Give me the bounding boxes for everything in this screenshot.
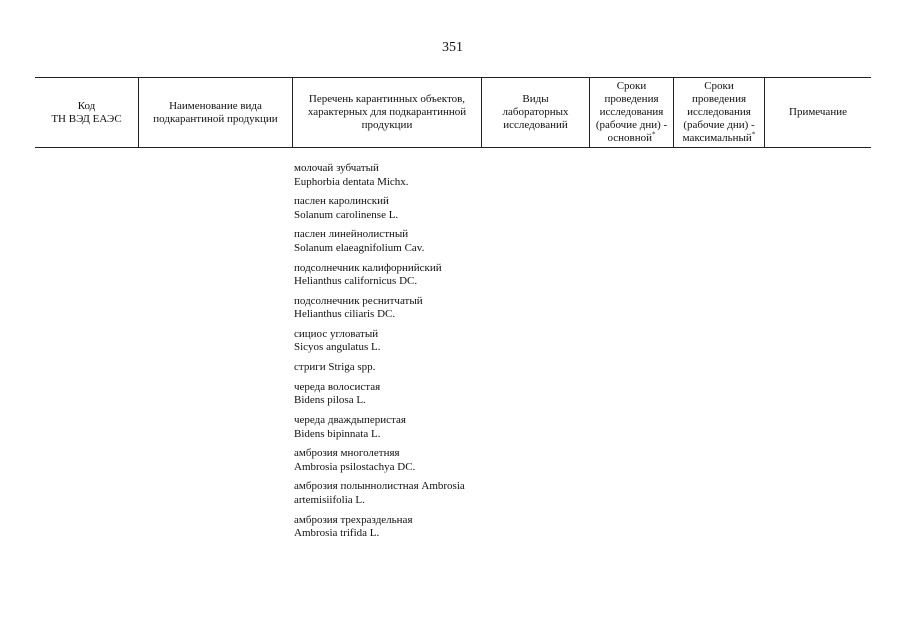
list-item: [294, 381, 494, 408]
header-product-name: Наименование вида подкарантиной продукции: [138, 78, 292, 147]
species-latin-name: Solanum elaeagnifolium Cav.: [294, 241, 425, 254]
species-latin-name: artemisiifolia L.: [294, 493, 365, 506]
list-item: [294, 480, 494, 507]
list-item: [294, 228, 494, 255]
header-lab-research: Виды лабораторных исследований: [481, 78, 589, 147]
page-number: 351: [442, 40, 463, 55]
species-common-name: череда дваждыперистая: [294, 414, 406, 426]
species-common-name: молочай зубчатый: [294, 162, 379, 174]
list-item: [294, 295, 494, 322]
list-item: [294, 447, 494, 474]
header-term-max-text: Сроки проведения исследования (рабочие дни) - максимальный: [682, 80, 755, 144]
footnote-mark: *: [751, 130, 756, 139]
species-latin-name: Ambrosia psilostachya DC.: [294, 460, 416, 473]
table-header: [35, 77, 871, 148]
header-term-max: [673, 78, 764, 147]
list-item: [294, 414, 494, 441]
species-latin-name: Sicyos angulatus L.: [294, 341, 381, 354]
species-common-name: стриги Striga spp.: [294, 361, 376, 374]
header-code: Код ТН ВЭД ЕАЭС: [51, 99, 122, 125]
species-common-name: череда волосистая: [294, 380, 381, 393]
header-quarantine-objects: Перечень карантинных объектов, характерных для подкарантинной продукции: [292, 78, 481, 147]
species-common-name: паслен линейнолистный: [294, 228, 409, 241]
species-list: [294, 162, 494, 547]
species-common-name: амброзия полыннолистная Ambrosia: [294, 480, 465, 493]
species-latin-name: Helianthus ciliaris DC.: [294, 308, 396, 321]
header-note: Примечание: [764, 78, 871, 147]
list-item: [294, 514, 494, 541]
species-latin-name: Bidens pilosa L.: [294, 394, 366, 407]
list-item: [294, 162, 494, 189]
species-common-name: подсолнечник калифорнийский: [294, 261, 442, 274]
footnote-mark: *: [652, 130, 656, 139]
list-item: [294, 361, 494, 375]
species-common-name: паслен каролинский: [294, 195, 389, 208]
species-latin-name: Helianthus californicus DC.: [294, 275, 418, 288]
list-item: [294, 195, 494, 222]
species-common-name: амброзия многолетняя: [294, 447, 400, 460]
species-latin-name: Bidens bipinnata L.: [294, 427, 381, 440]
species-latin-name: Euphorbia dentata Michx.: [294, 175, 409, 188]
species-common-name: сициос угловатый: [294, 327, 379, 340]
list-item: [294, 262, 494, 289]
header-term-basic: [589, 78, 673, 147]
species-common-name: подсолнечник реснитчатый: [294, 294, 423, 307]
species-latin-name: Ambrosia trifida L.: [294, 527, 380, 540]
species-common-name: амброзия трехраздельная: [294, 513, 413, 526]
header-term-basic-text: Сроки проведения исследования (рабочие дни) - основной: [595, 80, 668, 144]
list-item: [294, 328, 494, 355]
species-latin-name: Solanum carolinense L.: [294, 208, 399, 221]
